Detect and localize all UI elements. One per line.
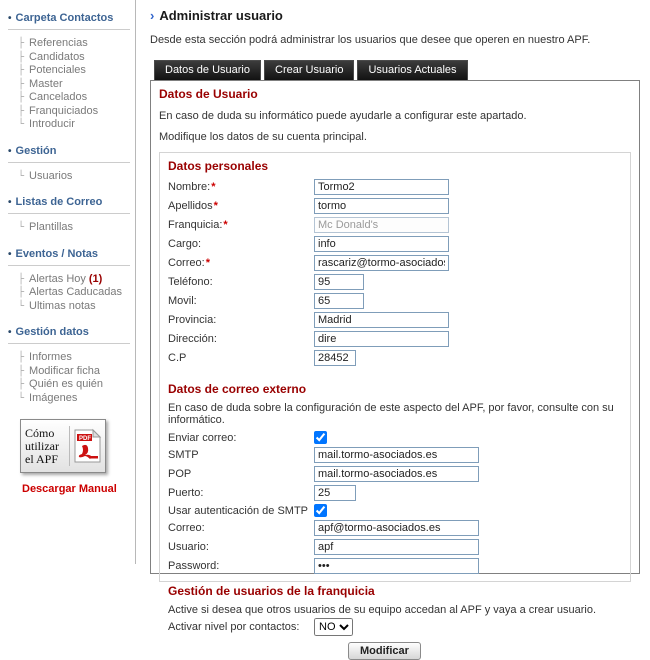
activar-nivel-select[interactable]	[314, 618, 353, 636]
sidebar-item-master[interactable]	[18, 78, 135, 92]
smtp-input[interactable]	[314, 447, 479, 463]
sidebar-item-label: Informes	[29, 351, 72, 363]
bullet-icon: •	[8, 327, 12, 338]
sidebar-header-gestion-datos	[8, 322, 130, 344]
sidebar-item-label: Ultimas notas	[29, 299, 96, 312]
sidebar-item-introducir[interactable]	[18, 118, 135, 132]
section-title-correo-externo: Datos de correo externo	[168, 382, 307, 396]
manual-banner-text: Cómo utilizar el APF	[25, 425, 59, 466]
direccion-input[interactable]	[314, 331, 449, 347]
sidebar-item-label: Cancelados	[29, 91, 88, 103]
sidebar-header-label: Gestión	[15, 144, 57, 157]
sidebar-item-label: Potenciales	[29, 64, 86, 76]
user-data-panel	[150, 80, 640, 657]
form-row-puerto	[168, 485, 622, 501]
bullet-icon: •	[8, 197, 12, 208]
page-title	[150, 8, 640, 23]
puerto-input[interactable]	[314, 485, 356, 501]
field-label: Usar autenticación de SMTP	[168, 504, 309, 517]
tab-bar	[154, 60, 640, 80]
sidebar-header-eventos-notas	[8, 244, 130, 266]
field-label: Movil:	[168, 295, 197, 307]
form-row-correo-externo	[168, 520, 622, 536]
tree-branch-end-icon: └	[18, 222, 25, 233]
sidebar-item-usuarios[interactable]	[18, 170, 135, 184]
page-description: Desde esta sección podrá administrar los usuarios que desee que operen en nuestro APF.	[150, 34, 591, 46]
button-row	[348, 642, 622, 660]
field-label: Nombre:*	[168, 181, 216, 193]
field-label: Password:	[168, 560, 220, 572]
sidebar-section-carpeta-contactos	[8, 8, 135, 132]
apellidos-input[interactable]	[314, 198, 449, 214]
correo-input[interactable]	[314, 255, 449, 271]
required-marker: *	[223, 219, 228, 231]
tree-branch-icon: ├	[18, 365, 25, 377]
tab-usuarios-actuales[interactable]: Usuarios Actuales	[357, 60, 467, 80]
pop-input[interactable]	[314, 466, 479, 482]
cargo-input[interactable]	[314, 236, 449, 252]
form-row-telefono	[168, 274, 622, 290]
sidebar-item-label: Candidatos	[29, 50, 85, 63]
chevron-right-icon: ›	[150, 8, 155, 23]
bullet-icon: •	[8, 248, 12, 260]
sidebar-item-ultimas-notas[interactable]	[18, 300, 135, 314]
nombre-input[interactable]	[314, 179, 449, 195]
sidebar-section-gestion-datos	[8, 322, 135, 405]
download-manual-link[interactable]: Descargar Manual	[22, 483, 117, 495]
required-marker: *	[205, 257, 210, 269]
sidebar-header-label: Eventos / Notas	[15, 247, 99, 260]
divider	[69, 426, 70, 466]
modificar-button[interactable]: Modificar	[348, 642, 421, 660]
field-label: Apellidos*	[168, 200, 218, 212]
tree-branch-end-icon: └	[18, 392, 25, 404]
sidebar-item-informes[interactable]	[18, 351, 135, 365]
form-row-usuario	[168, 539, 622, 555]
field-label: C.P	[168, 352, 187, 364]
tree-branch-end-icon: └	[18, 300, 25, 312]
bullet-icon: •	[8, 13, 12, 24]
sidebar-item-franquiciados[interactable]	[18, 105, 135, 119]
panel-note-1: En caso de duda su informático puede ayudarle a configurar este apartado.	[159, 110, 527, 122]
sidebar-header-label: Listas de Correo	[15, 196, 103, 208]
sidebar-header-carpeta-contactos	[8, 8, 130, 30]
sidebar-item-label: Master	[29, 77, 63, 90]
movil-input[interactable]	[314, 293, 364, 309]
bullet-icon: •	[8, 145, 12, 157]
sidebar-section-gestion	[8, 141, 135, 184]
sidebar-header-gestion	[8, 141, 130, 163]
form-row-activar-nivel	[168, 618, 622, 636]
form-row-cargo	[168, 236, 622, 252]
sidebar	[0, 0, 136, 564]
tree-branch-icon: ├	[18, 78, 25, 90]
sidebar-section-eventos-notas	[8, 244, 135, 314]
panel-heading: Datos de Usuario	[159, 87, 258, 101]
tree-branch-icon: ├	[18, 38, 25, 49]
tree-branch-icon: ├	[18, 92, 25, 103]
form-row-smtp	[168, 447, 622, 463]
tree-branch-icon: ├	[18, 287, 25, 298]
form-row-enviar-correo	[168, 431, 622, 444]
required-marker: *	[211, 181, 216, 193]
sidebar-header-label: Carpeta Contactos	[15, 12, 114, 24]
tree-branch-icon: ├	[18, 51, 25, 63]
sidebar-item-referencias[interactable]	[18, 37, 135, 51]
field-label: Enviar correo:	[168, 431, 237, 444]
sidebar-item-cancelados[interactable]	[18, 91, 135, 105]
correo-externo-note: En caso de duda sobre la configuración de este aspecto del APF, por favor, consulte con su informático.	[168, 402, 614, 426]
sidebar-item-candidatos[interactable]	[18, 51, 135, 65]
form-row-franquicia	[168, 217, 622, 233]
tab-datos-de-usuario[interactable]: Datos de Usuario	[154, 60, 261, 80]
field-label: POP	[168, 468, 192, 480]
field-label: Dirección:	[168, 333, 217, 345]
form-row-provincia	[168, 312, 622, 328]
sidebar-item-potenciales[interactable]	[18, 64, 135, 78]
field-label: Correo:*	[168, 257, 210, 269]
auth-smtp-checkbox[interactable]	[314, 504, 327, 517]
form-row-direccion	[168, 331, 622, 347]
pdf-icon	[74, 429, 101, 463]
form-row-correo	[168, 255, 622, 271]
form-row-cp	[168, 350, 622, 366]
sidebar-item-label: Modificar ficha	[29, 364, 100, 377]
correo-externo-input[interactable]	[314, 520, 479, 536]
field-label: Activar nivel por contactos:	[168, 621, 300, 633]
sidebar-item-label: Plantillas	[29, 221, 74, 233]
field-label: SMTP	[168, 449, 199, 461]
manual-banner[interactable]	[20, 419, 106, 473]
tab-crear-usuario[interactable]: Crear Usuario	[264, 60, 354, 80]
field-label: Provincia:	[168, 314, 217, 326]
sidebar-header-listas-correo	[8, 192, 130, 214]
provincia-input[interactable]	[314, 312, 449, 328]
form-row-movil	[168, 293, 622, 309]
tree-branch-icon: ├	[18, 379, 25, 390]
pdf-icon-label: PDF	[79, 436, 91, 442]
sidebar-item-label: Alertas Hoy	[29, 272, 86, 285]
gestion-note: Active si desea que otros usuarios de su equipo accedan al APF y vaya a crear usuario.	[168, 604, 597, 616]
section-title-gestion-usuarios: Gestión de usuarios de la franquicia	[168, 584, 375, 598]
sidebar-item-plantillas[interactable]	[18, 221, 135, 235]
telefono-input[interactable]	[314, 274, 364, 290]
sidebar-item-alertas-caducadas[interactable]	[18, 286, 135, 300]
field-label: Correo:	[168, 522, 205, 534]
tree-branch-icon: ├	[18, 105, 25, 117]
panel-note-2: Modifique los datos de su cuenta principal.	[159, 131, 367, 143]
form-row-auth-smtp	[168, 504, 622, 517]
cp-input[interactable]	[314, 350, 356, 366]
tree-branch-icon: ├	[18, 65, 25, 76]
tree-branch-icon: ├	[18, 352, 25, 363]
sidebar-item-label: Quién es quién	[29, 378, 104, 390]
required-marker: *	[213, 200, 218, 212]
sidebar-item-quien-es-quien[interactable]	[18, 378, 135, 392]
form-row-nombre	[168, 179, 622, 195]
field-label: Usuario:	[168, 541, 209, 553]
page-title-text: Administrar usuario	[159, 8, 283, 23]
form-row-password	[168, 558, 622, 574]
section-title-datos-personales: Datos personales	[168, 159, 269, 173]
sidebar-item-alertas-hoy[interactable]	[18, 273, 135, 287]
sidebar-item-label: Introducir	[29, 118, 75, 130]
franquicia-input	[314, 217, 449, 233]
sidebar-header-label: Gestión datos	[15, 326, 89, 338]
main-content	[136, 0, 650, 657]
form-container	[159, 152, 631, 657]
password-input[interactable]	[314, 558, 479, 574]
sidebar-item-imagenes[interactable]	[18, 392, 135, 406]
tree-branch-end-icon: └	[18, 170, 25, 182]
tree-branch-icon: ├	[18, 273, 25, 285]
sidebar-item-label: Franquiciados	[29, 104, 99, 117]
sidebar-item-label: Alertas Caducadas	[29, 286, 122, 298]
sidebar-item-label: Usuarios	[29, 169, 73, 182]
usuario-input[interactable]	[314, 539, 479, 555]
enviar-correo-checkbox[interactable]	[314, 431, 327, 444]
sidebar-item-label: Imágenes	[29, 391, 78, 404]
field-label: Teléfono:	[168, 276, 213, 288]
sidebar-section-listas-correo	[8, 192, 135, 235]
field-label: Cargo:	[168, 238, 202, 250]
sidebar-item-modificar-ficha[interactable]	[18, 365, 135, 379]
form-row-pop	[168, 466, 622, 482]
tree-branch-end-icon: └	[18, 119, 25, 130]
sidebar-item-label: Referencias	[29, 37, 88, 49]
alert-count-badge: (1)	[88, 272, 103, 285]
field-label: Puerto:	[168, 487, 204, 499]
form-row-apellidos	[168, 198, 622, 214]
field-label: Franquicia:*	[168, 219, 228, 231]
